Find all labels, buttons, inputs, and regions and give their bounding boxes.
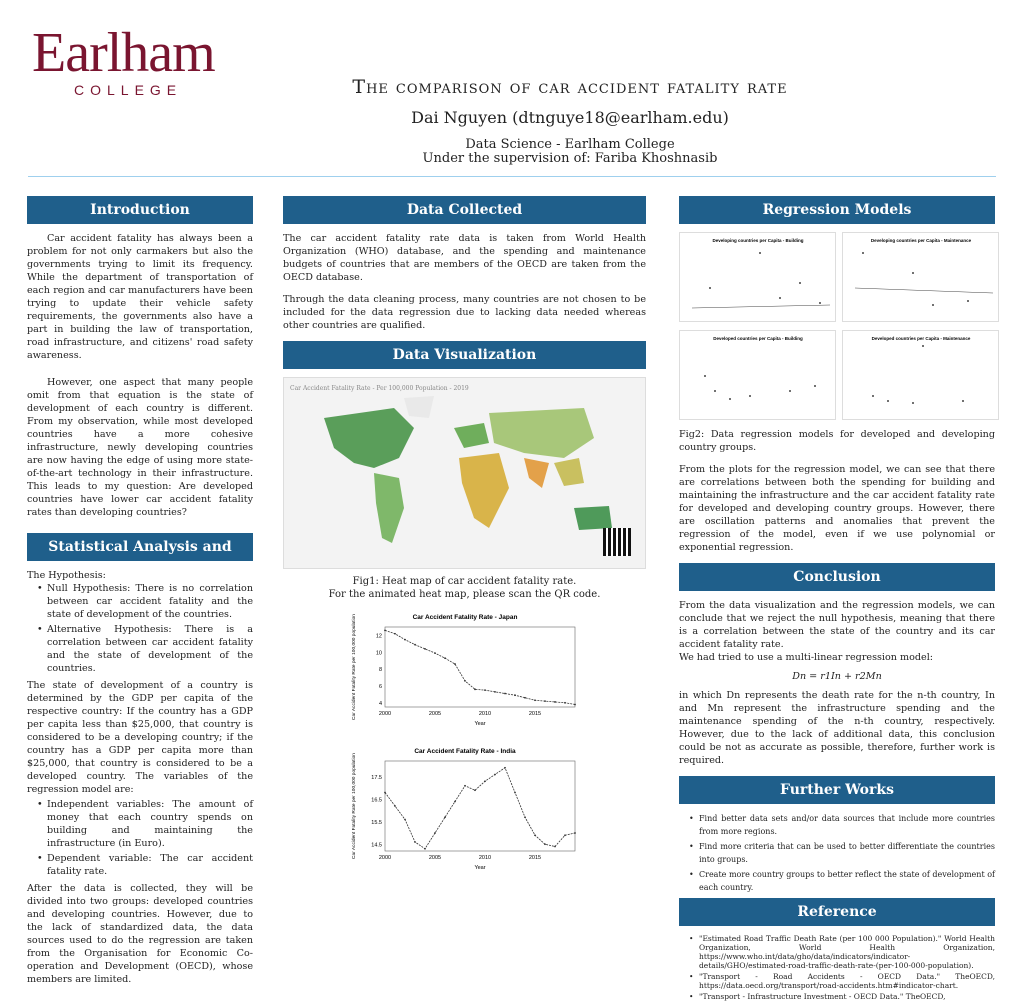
- intro-heading: Introduction: [27, 196, 253, 224]
- regression-plot-4: [842, 330, 999, 420]
- data-point: [494, 691, 496, 693]
- world-map: [284, 378, 646, 568]
- data-point: [514, 694, 516, 696]
- intro-paragraph-2: However, one aspect that many people omit from that equation is the state of development of each country is different. From my observation, while most developed countries have a more cohesive infrastructure, newly developing countries are now having the edge of using more state-of-the-art technology in their infrastructure. This leads to my question: Are developed countries have lower car accident fatality rates than developing countries?: [27, 377, 253, 518]
- regression-plot-3-title: Developed countries per Capita - Building: [713, 336, 803, 341]
- chart-title: Car Accident Fatality Rate - Japan: [412, 614, 517, 621]
- data-point: [434, 652, 436, 654]
- further-item: • Find more criteria that can be used to better differentiate the countries into groups.: [689, 840, 995, 866]
- data-point: [524, 697, 526, 699]
- data-point: [484, 689, 486, 691]
- series-line: [385, 630, 575, 704]
- further-heading: Further Works: [679, 776, 995, 804]
- data-paragraph-1: The car accident fatality rate data is taken from World Health Organization (WHO) database, and the spending and maintenance budgets of countries that are members of the OECD are taken from the OECD database.: [283, 233, 646, 283]
- hypothesis-label: The Hypothesis:: [27, 570, 106, 581]
- fig2-caption: Fig2: Data regression models for developed and developing country groups.: [679, 429, 995, 453]
- regression-plot-1: [679, 232, 836, 322]
- data-point: [454, 801, 456, 803]
- logo-subtext: COLLEGE: [74, 82, 183, 98]
- data-point: [514, 792, 516, 794]
- x-tick-label: 2000: [378, 855, 391, 861]
- y-tick-label: 12: [375, 633, 382, 640]
- conclusion-heading: Conclusion: [679, 563, 995, 591]
- y-tick-label: 4: [378, 700, 382, 707]
- data-point: [484, 780, 486, 782]
- logo-wordmark: Earlham: [32, 22, 215, 84]
- regression-plot-1-title: Developing countries per Capita - Building: [712, 238, 804, 243]
- data-point: [574, 832, 576, 834]
- y-axis-label: Car Accident Fatality Rate per 100,000 population: [351, 753, 357, 859]
- column-right: [679, 196, 995, 1005]
- heat-map: [283, 377, 646, 569]
- regression-equation: Dn = r1In + r2Mn: [792, 671, 882, 682]
- x-tick-label: 2005: [428, 855, 441, 861]
- data-point: [454, 663, 456, 665]
- data-point: [404, 819, 406, 821]
- reference-item: • "Transport - Road Accidents - OECD Data." TheOECD, https://data.oecd.org/transport/road-accidents.htm#indicator-chart.: [689, 972, 995, 990]
- data-point: [574, 704, 576, 706]
- y-tick-label: 8: [378, 667, 382, 674]
- viz-heading: Data Visualization: [283, 341, 646, 369]
- affiliation-line-2: Under the supervision of: Fariba Khoshnasib: [422, 151, 718, 166]
- x-axis-label: Year: [473, 865, 486, 871]
- plot-frame: [385, 627, 575, 707]
- data-paragraph-2: Through the data cleaning process, many countries are not chosen to be included for the data regression due to lacking data needed whereas other countries are qualified.: [283, 294, 646, 331]
- y-tick-label: 16.5: [370, 797, 382, 804]
- column-middle: [283, 196, 646, 873]
- conclusion-paragraph-1: From the data visualization and the regression models, we can conclude that we reject the null hypothesis, meaning that there is a correlation between the state of the country and its car accident fatality rate.: [679, 600, 995, 650]
- conclusion-paragraph-3: in which Dn represents the death rate for the n-th country, In and Mn represent the infrastructure spending and the maintenance spending of the n-th country, respectively. However, due to the lack of additional data, this conclusion could be not as accurate as possible, therefore, further work is required.: [679, 690, 995, 766]
- further-item: • Create more country groups to better reflect the state of development of each country.: [689, 868, 995, 894]
- variables-list: [27, 798, 253, 878]
- method-heading: Statistical Analysis and Method: [27, 533, 253, 561]
- alternative-hypothesis: • Alternative Hypothesis: There is a correlation between car accident fatality and the state of development of the countries.: [37, 623, 253, 675]
- x-axis-label: Year: [473, 721, 486, 727]
- reference-item: • "Transport - Infrastructure Investment - OECD Data." TheOECD,: [689, 992, 995, 1001]
- further-item: • Find better data sets and/or data sources that include more countries from more regions.: [689, 812, 995, 838]
- conclusion-paragraph-2: We had tried to use a multi-linear regression model:: [679, 652, 933, 663]
- x-tick-label: 2015: [528, 855, 541, 861]
- regression-paragraph: From the plots for the regression model, we can see that there are correlations between both the spending for building and maintaining the infrastructure and the car accident fatality rate for developed and developing country groups. However, there are oscillation patterns and anomalies that prevent the regression of the model, even if we use polynomial or exponential regression.: [679, 464, 995, 553]
- y-axis-label: Car Accident Fatality Rate per 100,000 population: [351, 614, 357, 720]
- data-point: [464, 680, 466, 682]
- header-rule: [28, 176, 996, 177]
- further-list: [679, 812, 995, 894]
- data-point: [504, 767, 506, 769]
- data-point: [394, 633, 396, 635]
- data-point: [564, 702, 566, 704]
- regression-heading: Regression Models: [679, 196, 995, 224]
- data-point: [554, 701, 556, 703]
- data-point: [504, 693, 506, 695]
- hypothesis-list: [27, 582, 253, 675]
- data-point: [414, 644, 416, 646]
- intro-paragraph-1: Car accident fatality has always been a problem for not only carmakers but also the governments trying to limit its frequency. While the department of transportation of each region and car manufacturers have been trying to update their vehicle safety requirements, the governments also have a part in building the law of transportation, road infrastructure, and citizens' road safety awareness.: [27, 233, 253, 361]
- data-point: [444, 657, 446, 659]
- y-tick-label: 15.5: [370, 819, 382, 826]
- regression-plot-2: [842, 232, 999, 322]
- affiliation-line-1: Data Science - Earlham College: [465, 137, 675, 152]
- data-point: [434, 832, 436, 834]
- data-point: [424, 648, 426, 650]
- map-title: Car Accident Fatality Rate - Per 100,000 Population - 2019: [290, 385, 469, 392]
- earlham-logo: [32, 22, 215, 98]
- data-point: [474, 688, 476, 690]
- poster-title: The comparison of car accident fatality rate: [352, 76, 788, 98]
- null-hypothesis: • Null Hypothesis: There is no correlation between car accident fatality and the state of development of the countries.: [37, 582, 253, 621]
- data-point: [474, 789, 476, 791]
- reference-item: • "Estimated Road Traffic Death Rate (per 100 000 Population)." World Health Organization, World Health Organization, https://www.who.int/data/gho/data/indicators/indicator-details/GHO/estimated-road-traffic-death-rate-(per-100-000-population).: [689, 934, 995, 970]
- x-tick-label: 2010: [478, 711, 491, 717]
- fig1-caption: [283, 575, 646, 601]
- data-point: [544, 700, 546, 702]
- fig1-caption-line-1: Fig1: Heat map of car accident fatality rate.: [352, 576, 577, 587]
- regression-grid: [679, 232, 995, 420]
- data-point: [464, 785, 466, 787]
- x-tick-label: 2015: [528, 711, 541, 717]
- data-point: [494, 774, 496, 776]
- data-point: [424, 848, 426, 850]
- y-tick-label: 17.5: [370, 774, 382, 781]
- data-point: [394, 805, 396, 807]
- regression-plot-3: [679, 330, 836, 420]
- independent-variable: • Independent variables: The amount of money that each country spends on building and maintaining the infrastructure (in Euro).: [37, 798, 253, 850]
- data-point: [534, 834, 536, 836]
- data-point: [524, 816, 526, 818]
- data-point: [564, 834, 566, 836]
- data-heading: Data Collected: [283, 196, 646, 224]
- qr-code[interactable]: [603, 528, 631, 556]
- y-tick-label: 14.5: [370, 842, 382, 849]
- fig1-caption-line-2: For the animated heat map, please scan the QR code.: [328, 589, 601, 600]
- method-paragraph-1: The state of development of a country is determined by the GDP per capita of the respective country: If the country has a GDP per capita less than $25,000, that country is considered to be a developing country; if the country has a GDP per capita more than $25,000, that country is considered to be a developed country. The variables of the regression model are:: [27, 680, 253, 795]
- data-point: [384, 629, 386, 631]
- india-line-chart: [345, 743, 585, 873]
- method-paragraph-2: After the data is collected, they will be divided into two groups: developed countries and developing countries. However, due to the lack of standardized data, the data sources used to do the regression are taken from the Organisation for Economic Co-operation and Development (OECD), whose members are limited.: [27, 883, 253, 985]
- author: Dai Nguyen (dtnguye18@earlham.edu): [411, 108, 729, 127]
- x-tick-label: 2010: [478, 855, 491, 861]
- plot-frame: [385, 761, 575, 851]
- x-tick-label: 2005: [428, 711, 441, 717]
- y-tick-label: 10: [375, 650, 382, 657]
- data-point: [444, 816, 446, 818]
- data-point: [414, 841, 416, 843]
- regression-plot-4-title: Developed countries per Capita - Maintenance: [871, 336, 971, 341]
- japan-line-chart: [345, 609, 585, 729]
- regression-plot-2-title: Developing countries per Capita - Maintenance: [870, 238, 972, 243]
- data-point: [534, 699, 536, 701]
- column-left: [27, 196, 253, 995]
- data-point: [544, 843, 546, 845]
- reference-heading: Reference: [679, 898, 995, 926]
- chart-title: Car Accident Fatality Rate - India: [413, 748, 516, 755]
- x-tick-label: 2000: [378, 711, 391, 717]
- dependent-variable: • Dependent variable: The car accident fatality rate.: [37, 852, 253, 878]
- data-point: [384, 792, 386, 794]
- y-tick-label: 6: [378, 683, 382, 690]
- affiliation: [200, 138, 940, 166]
- data-point: [554, 846, 556, 848]
- data-point: [404, 639, 406, 641]
- series-line: [385, 768, 575, 849]
- reference-list: [679, 934, 995, 1001]
